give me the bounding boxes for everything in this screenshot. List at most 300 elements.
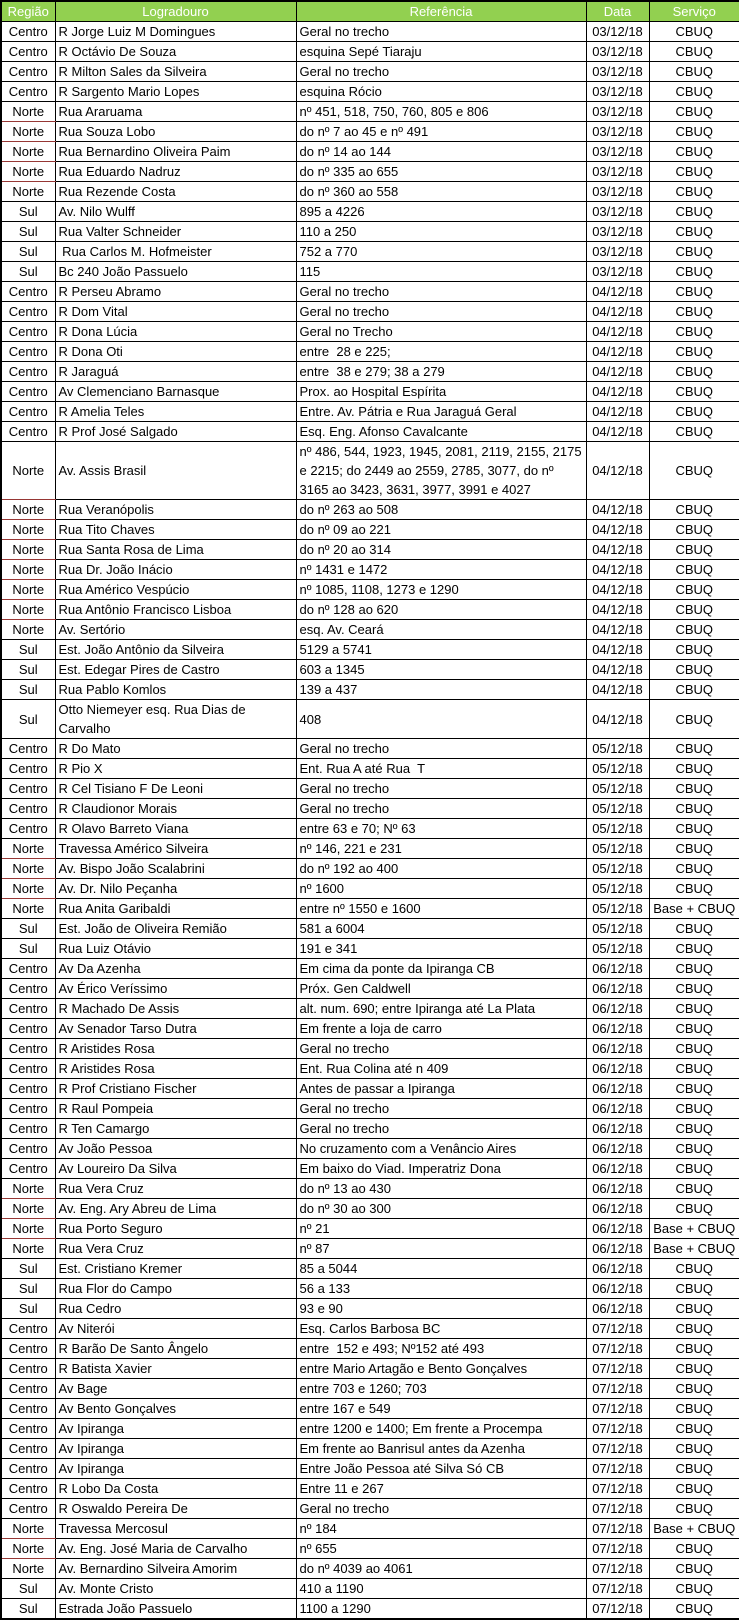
cell-logradouro: Rua Carlos M. Hofmeister [55,242,296,262]
cell-logradouro: Av Da Azenha [55,959,296,979]
table-row [1,1179,739,1199]
cell-regiao: Centro [1,1099,55,1119]
cell-servico: CBUQ [649,1159,739,1179]
cell-logradouro: Rua Vera Cruz [55,1179,296,1199]
cell-data: 04/12/18 [586,282,649,302]
cell-regiao: Norte [1,520,55,540]
table-row [1,660,739,680]
cell-regiao: Sul [1,1599,55,1620]
cell-regiao: Sul [1,1579,55,1599]
cell-referencia: nº 451, 518, 750, 760, 805 e 806 [296,102,586,122]
table-row [1,422,739,442]
table-row [1,959,739,979]
cell-data: 03/12/18 [586,82,649,102]
table-row [1,1459,739,1479]
cell-data: 03/12/18 [586,42,649,62]
cell-logradouro: R Perseu Abramo [55,282,296,302]
cell-servico: CBUQ [649,1139,739,1159]
cell-logradouro: Av Loureiro Da Silva [55,1159,296,1179]
cell-logradouro: R Octávio De Souza [55,42,296,62]
table-row [1,282,739,302]
cell-servico: CBUQ [649,580,739,600]
cell-logradouro: Estrada João Passuelo [55,1599,296,1620]
cell-referencia: entre nº 1550 e 1600 [296,899,586,919]
cell-servico: CBUQ [649,342,739,362]
cell-referencia: Entre João Pessoa até Silva Só CB [296,1459,586,1479]
cell-regiao: Centro [1,402,55,422]
cell-referencia: nº 1431 e 1472 [296,560,586,580]
table-row [1,779,739,799]
cell-data: 03/12/18 [586,242,649,262]
cell-referencia: nº 146, 221 e 231 [296,839,586,859]
table-row [1,1419,739,1439]
table-header-row [1,1,739,22]
cell-data: 03/12/18 [586,142,649,162]
cell-referencia: 895 a 4226 [296,202,586,222]
cell-regiao: Centro [1,1139,55,1159]
cell-data: 07/12/18 [586,1339,649,1359]
cell-servico: CBUQ [649,222,739,242]
table-row [1,520,739,540]
cell-servico: CBUQ [649,600,739,620]
table-row [1,22,739,42]
cell-servico: CBUQ [649,242,739,262]
cell-regiao: Centro [1,1039,55,1059]
cell-logradouro: Av. Dr. Nilo Peçanha [55,879,296,899]
cell-logradouro: R Dona Lúcia [55,322,296,342]
table-row [1,402,739,422]
cell-servico: CBUQ [649,362,739,382]
cell-logradouro: Rua Dr. João Inácio [55,560,296,580]
cell-referencia: Esq. Carlos Barbosa BC [296,1319,586,1339]
cell-regiao: Norte [1,1559,55,1579]
cell-regiao: Norte [1,1239,55,1259]
cell-logradouro: Av. Nilo Wulff [55,202,296,222]
cell-regiao: Norte [1,1179,55,1199]
cell-regiao: Sul [1,262,55,282]
cell-referencia: nº 21 [296,1219,586,1239]
cell-servico: CBUQ [649,442,739,500]
cell-referencia: Ent. Rua Colina até n 409 [296,1059,586,1079]
cell-referencia: Geral no trecho [296,1039,586,1059]
table-row [1,1259,739,1279]
cell-data: 04/12/18 [586,580,649,600]
cell-regiao: Norte [1,899,55,919]
cell-referencia: Geral no trecho [296,282,586,302]
cell-logradouro: R Dom Vital [55,302,296,322]
cell-data: 05/12/18 [586,779,649,799]
cell-servico: CBUQ [649,700,739,739]
cell-servico: CBUQ [649,42,739,62]
table-row [1,222,739,242]
cell-regiao: Centro [1,82,55,102]
table-row [1,819,739,839]
cell-data: 06/12/18 [586,1179,649,1199]
cell-data: 06/12/18 [586,959,649,979]
cell-data: 03/12/18 [586,202,649,222]
cell-regiao: Centro [1,1499,55,1519]
cell-regiao: Sul [1,222,55,242]
cell-data: 07/12/18 [586,1439,649,1459]
table-row [1,1599,739,1620]
cell-referencia: esquina Sepé Tiaraju [296,42,586,62]
cell-regiao: Norte [1,1519,55,1539]
cell-data: 05/12/18 [586,859,649,879]
cell-data: 06/12/18 [586,1059,649,1079]
cell-referencia: Geral no trecho [296,1099,586,1119]
cell-logradouro: Est. Edegar Pires de Castro [55,660,296,680]
table-row [1,1039,739,1059]
cell-servico: CBUQ [649,1099,739,1119]
cell-referencia: 752 a 770 [296,242,586,262]
cell-data: 05/12/18 [586,899,649,919]
cell-logradouro: Rua Pablo Komlos [55,680,296,700]
cell-regiao: Centro [1,979,55,999]
cell-referencia: nº 87 [296,1239,586,1259]
cell-servico: CBUQ [649,1039,739,1059]
cell-regiao: Centro [1,362,55,382]
table-row [1,302,739,322]
table-row [1,362,739,382]
cell-data: 06/12/18 [586,1139,649,1159]
cell-logradouro: Travessa Américo Silveira [55,839,296,859]
cell-referencia: 93 e 90 [296,1299,586,1319]
cell-logradouro: Av Érico Veríssimo [55,979,296,999]
cell-regiao: Sul [1,680,55,700]
cell-logradouro: Av Niterói [55,1319,296,1339]
cell-data: 06/12/18 [586,1039,649,1059]
cell-logradouro: Est. João Antônio da Silveira [55,640,296,660]
cell-servico: CBUQ [649,779,739,799]
table-row [1,182,739,202]
table-row [1,799,739,819]
cell-servico: CBUQ [649,1299,739,1319]
cell-referencia: nº 486, 544, 1923, 1945, 2081, 2119, 2155, 2175 e 2215; do 2449 ao 2559, 2785, 3077, do nº 3165 ao 3423, 3631, 3977, 3991 e 4027 [296,442,586,500]
cell-servico: CBUQ [649,739,739,759]
cell-logradouro: R Dona Oti [55,342,296,362]
cell-logradouro: Rua Eduardo Nadruz [55,162,296,182]
cell-data: 06/12/18 [586,1079,649,1099]
cell-servico: CBUQ [649,102,739,122]
table-row [1,500,739,520]
cell-data: 05/12/18 [586,939,649,959]
table-row [1,939,739,959]
cell-servico: CBUQ [649,560,739,580]
cell-referencia: 85 a 5044 [296,1259,586,1279]
cell-regiao: Centro [1,1339,55,1359]
cell-logradouro: Rua Anita Garibaldi [55,899,296,919]
cell-servico: CBUQ [649,799,739,819]
cell-referencia: do nº 192 ao 400 [296,859,586,879]
table-row [1,1319,739,1339]
cell-regiao: Norte [1,580,55,600]
cell-logradouro: R Ten Camargo [55,1119,296,1139]
table-row [1,1059,739,1079]
cell-servico: CBUQ [649,202,739,222]
table-row [1,322,739,342]
cell-logradouro: R Machado De Assis [55,999,296,1019]
cell-logradouro: Av Ipiranga [55,1459,296,1479]
cell-data: 05/12/18 [586,919,649,939]
cell-servico: Base + CBUQ [649,1239,739,1259]
cell-servico: CBUQ [649,1499,739,1519]
cell-data: 04/12/18 [586,540,649,560]
cell-referencia: Esq. Eng. Afonso Cavalcante [296,422,586,442]
cell-logradouro: Rua Antônio Francisco Lisboa [55,600,296,620]
table-row [1,1199,739,1219]
cell-logradouro: Otto Niemeyer esq. Rua Dias de Carvalho [55,700,296,739]
table-row [1,242,739,262]
cell-servico: CBUQ [649,1399,739,1419]
cell-servico: CBUQ [649,1059,739,1079]
cell-data: 04/12/18 [586,302,649,322]
cell-data: 06/12/18 [586,1199,649,1219]
cell-data: 07/12/18 [586,1479,649,1499]
cell-regiao: Centro [1,1459,55,1479]
cell-data: 07/12/18 [586,1459,649,1479]
cell-servico: Base + CBUQ [649,1519,739,1539]
table-row [1,899,739,919]
cell-data: 05/12/18 [586,739,649,759]
cell-referencia: 603 a 1345 [296,660,586,680]
cell-logradouro: R Oswaldo Pereira De [55,1499,296,1519]
cell-referencia: entre Mario Artagão e Bento Gonçalves [296,1359,586,1379]
cell-data: 06/12/18 [586,1019,649,1039]
cell-referencia: do nº 7 ao 45 e nº 491 [296,122,586,142]
cell-servico: CBUQ [649,122,739,142]
cell-referencia: 408 [296,700,586,739]
cell-regiao: Centro [1,322,55,342]
table-row [1,1399,739,1419]
table-row [1,979,739,999]
cell-regiao: Centro [1,819,55,839]
cell-logradouro: Rua Tito Chaves [55,520,296,540]
cell-logradouro: Av. Eng. Ary Abreu de Lima [55,1199,296,1219]
cell-logradouro: R Claudionor Morais [55,799,296,819]
cell-data: 04/12/18 [586,600,649,620]
cell-data: 03/12/18 [586,262,649,282]
cell-servico: CBUQ [649,1259,739,1279]
cell-data: 04/12/18 [586,660,649,680]
cell-data: 05/12/18 [586,819,649,839]
table-row [1,142,739,162]
cell-data: 06/12/18 [586,1219,649,1239]
cell-servico: Base + CBUQ [649,899,739,919]
table-row [1,1519,739,1539]
table-row [1,1299,739,1319]
table-row [1,1359,739,1379]
cell-regiao: Norte [1,1219,55,1239]
table-row [1,1499,739,1519]
cell-logradouro: Rua Souza Lobo [55,122,296,142]
cell-logradouro: Av Ipiranga [55,1439,296,1459]
cell-logradouro: Rua Cedro [55,1299,296,1319]
cell-data: 04/12/18 [586,442,649,500]
cell-referencia: Antes de passar a Ipiranga [296,1079,586,1099]
cell-referencia: entre 152 e 493; Nº152 até 493 [296,1339,586,1359]
cell-logradouro: Rua Porto Seguro [55,1219,296,1239]
cell-logradouro: R Pio X [55,759,296,779]
cell-servico: CBUQ [649,680,739,700]
table-row [1,1079,739,1099]
cell-logradouro: R Lobo Da Costa [55,1479,296,1499]
cell-logradouro: Rua Santa Rosa de Lima [55,540,296,560]
cell-logradouro: Rua Valter Schneider [55,222,296,242]
cell-logradouro: Bc 240 João Passuelo [55,262,296,282]
table-row [1,102,739,122]
table-row [1,859,739,879]
cell-regiao: Centro [1,779,55,799]
cell-data: 05/12/18 [586,759,649,779]
cell-data: 06/12/18 [586,979,649,999]
cell-regiao: Centro [1,1479,55,1499]
cell-referencia: Em baixo do Viad. Imperatriz Dona [296,1159,586,1179]
cell-logradouro: R Sargento Mario Lopes [55,82,296,102]
cell-servico: CBUQ [649,1019,739,1039]
cell-servico: CBUQ [649,402,739,422]
cell-data: 04/12/18 [586,620,649,640]
table-row [1,1219,739,1239]
cell-regiao: Centro [1,759,55,779]
cell-regiao: Sul [1,1259,55,1279]
cell-servico: CBUQ [649,162,739,182]
cell-regiao: Centro [1,282,55,302]
cell-logradouro: Av Bage [55,1379,296,1399]
cell-servico: CBUQ [649,1539,739,1559]
table-row [1,122,739,142]
cell-data: 04/12/18 [586,402,649,422]
cell-logradouro: Av. Assis Brasil [55,442,296,500]
cell-data: 07/12/18 [586,1539,649,1559]
cell-logradouro: Travessa Mercosul [55,1519,296,1539]
table-row [1,560,739,580]
cell-logradouro: R Olavo Barreto Viana [55,819,296,839]
cell-regiao: Norte [1,162,55,182]
cell-data: 04/12/18 [586,560,649,580]
cell-data: 04/12/18 [586,680,649,700]
cell-regiao: Sul [1,1279,55,1299]
cell-data: 05/12/18 [586,879,649,899]
cell-referencia: Próx. Gen Caldwell [296,979,586,999]
cell-servico: CBUQ [649,1439,739,1459]
cell-referencia: esq. Av. Ceará [296,620,586,640]
cell-logradouro: Av. Bispo João Scalabrini [55,859,296,879]
cell-data: 03/12/18 [586,122,649,142]
cell-data: 06/12/18 [586,1299,649,1319]
cell-servico: CBUQ [649,1379,739,1399]
cell-data: 06/12/18 [586,1259,649,1279]
cell-data: 07/12/18 [586,1579,649,1599]
cell-servico: CBUQ [649,1579,739,1599]
cell-data: 06/12/18 [586,1279,649,1299]
table-row [1,42,739,62]
table-row [1,82,739,102]
cell-data: 06/12/18 [586,1119,649,1139]
cell-regiao: Centro [1,1319,55,1339]
cell-regiao: Norte [1,600,55,620]
cell-referencia: 5129 a 5741 [296,640,586,660]
cell-data: 04/12/18 [586,700,649,739]
cell-logradouro: R Amelia Teles [55,402,296,422]
cell-servico: CBUQ [649,302,739,322]
cell-servico: CBUQ [649,879,739,899]
cell-referencia: 1100 a 1290 [296,1599,586,1620]
cell-referencia: Em frente ao Banrisul antes da Azenha [296,1439,586,1459]
cell-referencia: Em frente a loja de carro [296,1019,586,1039]
cell-regiao: Centro [1,1159,55,1179]
cell-logradouro: R Prof Cristiano Fischer [55,1079,296,1099]
cell-data: 04/12/18 [586,500,649,520]
cell-data: 07/12/18 [586,1359,649,1379]
cell-servico: CBUQ [649,1479,739,1499]
cell-regiao: Sul [1,1299,55,1319]
cell-data: 06/12/18 [586,1099,649,1119]
cell-logradouro: Rua Luiz Otávio [55,939,296,959]
cell-referencia: Prox. ao Hospital Espírita [296,382,586,402]
table-row [1,1279,739,1299]
cell-regiao: Sul [1,242,55,262]
cell-regiao: Norte [1,560,55,580]
cell-regiao: Norte [1,442,55,500]
column-header-logradouro: Logradouro [55,1,296,22]
cell-data: 07/12/18 [586,1499,649,1519]
cell-referencia: 139 a 437 [296,680,586,700]
cell-regiao: Centro [1,342,55,362]
cell-servico: CBUQ [649,939,739,959]
cell-regiao: Centro [1,1019,55,1039]
table-row [1,1159,739,1179]
cell-logradouro: Rua Américo Vespúcio [55,580,296,600]
table-row [1,739,739,759]
table-row [1,640,739,660]
cell-data: 05/12/18 [586,839,649,859]
cell-regiao: Sul [1,640,55,660]
cell-data: 07/12/18 [586,1319,649,1339]
cell-logradouro: R Milton Sales da Silveira [55,62,296,82]
table-row [1,1339,739,1359]
cell-data: 05/12/18 [586,799,649,819]
cell-regiao: Centro [1,1399,55,1419]
cell-servico: CBUQ [649,660,739,680]
cell-regiao: Norte [1,142,55,162]
cell-data: 04/12/18 [586,640,649,660]
cell-logradouro: Av Ipiranga [55,1419,296,1439]
cell-regiao: Norte [1,620,55,640]
table-row [1,759,739,779]
column-header-referencia: Referência [296,1,586,22]
cell-servico: CBUQ [649,322,739,342]
cell-servico: CBUQ [649,422,739,442]
cell-regiao: Centro [1,1059,55,1079]
cell-referencia: Geral no trecho [296,22,586,42]
table-row [1,600,739,620]
cell-data: 06/12/18 [586,1159,649,1179]
table-row [1,879,739,899]
cell-data: 04/12/18 [586,322,649,342]
cell-logradouro: Rua Flor do Campo [55,1279,296,1299]
table-row [1,680,739,700]
table-row [1,62,739,82]
cell-regiao: Norte [1,1199,55,1219]
cell-referencia: entre 1200 e 1400; Em frente a Procempa [296,1419,586,1439]
cell-data: 07/12/18 [586,1559,649,1579]
cell-regiao: Norte [1,182,55,202]
cell-referencia: 115 [296,262,586,282]
cell-regiao: Norte [1,540,55,560]
cell-data: 07/12/18 [586,1599,649,1620]
cell-servico: CBUQ [649,859,739,879]
table-row [1,1119,739,1139]
